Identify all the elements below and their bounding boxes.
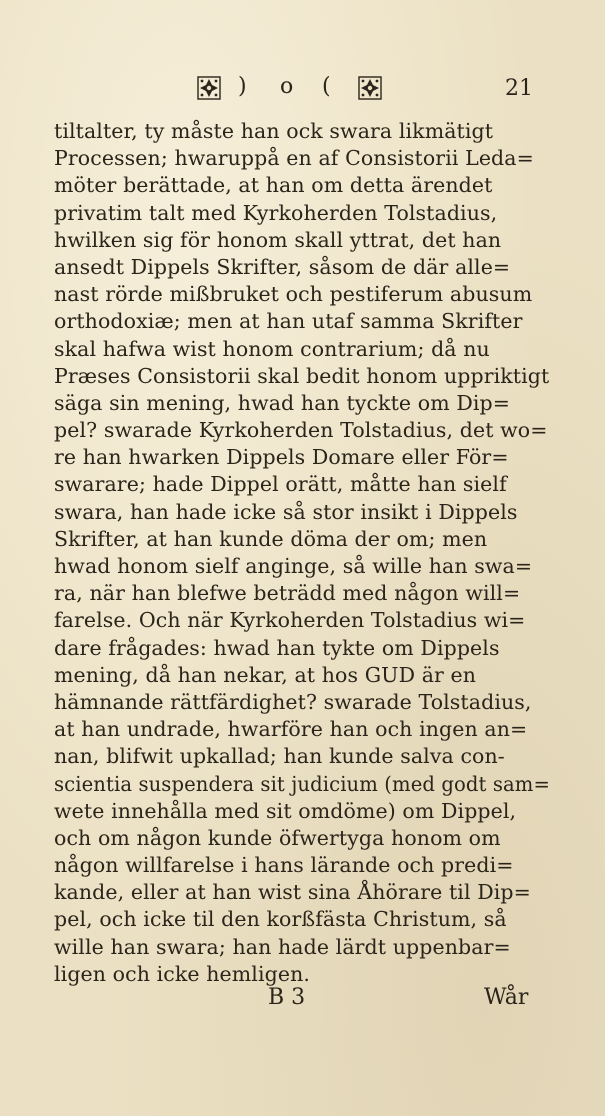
text-line: orthodoxiæ; men at han utaf samma Skrifter (54, 309, 523, 334)
text-line: Skrifter, at han kunde döma der om; men (54, 526, 488, 551)
page-footer (0, 984, 605, 1016)
text-line: swarare; hade Dippel orätt, måtte han sielf (54, 472, 507, 497)
text-line: farelse. Och när Kyrkoherden Tolstadius wi= (54, 608, 526, 633)
header-mark: o (280, 74, 294, 99)
catchword: Wår (484, 985, 529, 1010)
text-line: möter berättade, at han om detta ärendet (54, 173, 493, 198)
fleuron-ornament-icon (197, 76, 221, 100)
text-line: at han undrade, hwarföre han och ingen an= (54, 717, 528, 742)
text-line: säga sin mening, hwad han tyckte om Dip= (54, 390, 511, 415)
text-line: wille han swara; han hade lärdt uppenbar= (54, 934, 511, 959)
header-close-paren: ( (322, 74, 331, 99)
text-line: swara, han hade icke så stor insikt i Dippels (54, 499, 518, 524)
text-line: nast rörde mißbruket och pestiferum abusum (54, 282, 533, 307)
signature-mark: B 3 (268, 985, 306, 1010)
text-line: pel? swarade Kyrkoherden Tolstadius, det wo= (54, 418, 548, 443)
text-line: scientia suspendera sit judicium (med godt sam= (54, 771, 550, 796)
header-open-paren: ) (238, 74, 247, 99)
text-line: kande, eller at han wist sina Åhörare til Dip= (54, 880, 531, 905)
fleuron-ornament-icon (358, 76, 382, 100)
running-header (0, 72, 605, 104)
text-line: ligen och icke hemligen. (54, 961, 310, 986)
text-line: pel, och icke til den korßfästa Christum, så (54, 907, 507, 932)
text-line: tiltalter, ty måste han ock swara likmätigt (54, 119, 494, 143)
text-line: Processen; hwaruppå en af Consistorii Leda= (54, 146, 534, 171)
text-line: wete innehålla med sit omdöme) om Dippel, (54, 798, 517, 823)
text-line: nan, blifwit upkallad; han kunde salva con- (54, 744, 505, 769)
text-line: skal hafwa wist honom contrarium; då nu (54, 336, 490, 361)
text-line: privatim talt med Kyrkoherden Tolstadius, (54, 200, 498, 225)
page-number: 21 (505, 76, 533, 101)
text-line: hwilken sig för honom skall yttrat, det han (54, 227, 502, 252)
text-line: mening, då han nekar, at hos GUD är en (54, 662, 477, 687)
text-line: ra, när han blefwe beträdd med någon will= (54, 581, 521, 606)
text-line: någon willfarelse i hans lärande och predi= (54, 853, 514, 878)
text-line: Præses Consistorii skal bedit honom uppriktigt (54, 363, 550, 388)
body-text (54, 118, 550, 988)
text-line: hämnande rättfärdighet? swarade Tolstadius, (54, 689, 532, 714)
text-line: ansedt Dippels Skrifter, såsom de där alle= (54, 254, 511, 279)
text-line: hwad honom sielf anginge, så wille han swa= (54, 554, 533, 578)
text-line: re han hwarken Dippels Domare eller För= (54, 445, 509, 470)
text-line: dare frågades: hwad han tykte om Dippels (54, 635, 500, 660)
text-line: och om någon kunde öfwertyga honom om (54, 825, 501, 850)
